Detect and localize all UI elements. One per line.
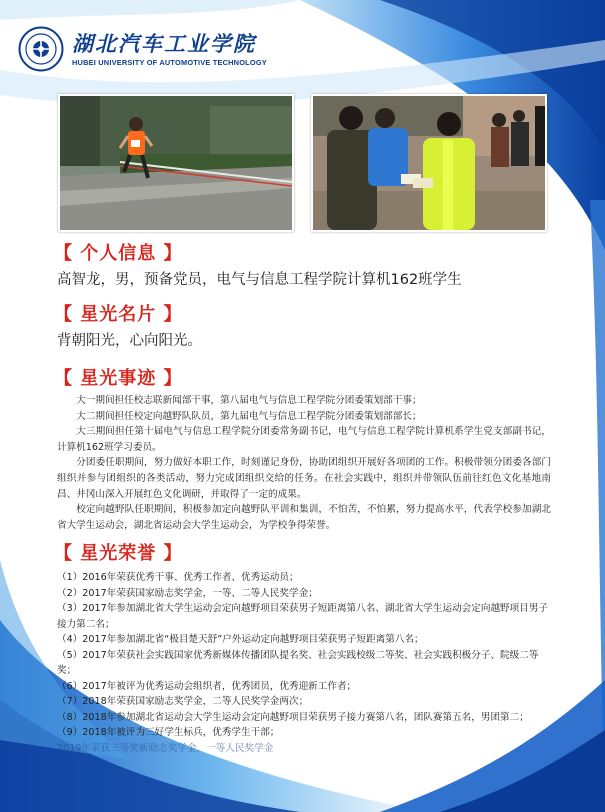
- university-name-cn: 湖北汽车工业学院: [72, 30, 256, 56]
- photo-runner: [58, 94, 294, 232]
- honor-item: （1）2016年荣获优秀干事、优秀工作者、优秀运动员；: [57, 572, 299, 583]
- section-title-star-honors: 【 星光荣誉 】: [54, 543, 183, 564]
- university-seal-icon: [18, 26, 64, 72]
- deeds-paragraph: 校定向越野队任职期间，积极参加定向越野队平训和集训，不怕苦，不怕累，努力提高水平，代表学校参加湖北省大学生运动会，湖北省运动会大学生运动会，为学校争得荣誉。: [57, 504, 551, 531]
- runner-photo-image: [60, 96, 292, 230]
- section-title-star-card: 【 星光名片 】: [54, 304, 183, 325]
- university-name-en: HUBEI UNIVERSITY OF AUTOMOTIVE TECHNOLOGY: [72, 57, 267, 67]
- award-photo-image: [313, 96, 545, 230]
- section-title-personal-info: 【 个人信息 】: [54, 243, 183, 264]
- honor-item: （2）2017年荣获国家励志奖学金，一等、二等人民奖学金；: [57, 587, 318, 599]
- personal-info-text: 高智龙，男，预备党员，电气与信息工程学院计算机162班学生: [57, 272, 462, 288]
- honor-item: （3）2017年参加湖北省大学生运动会定向越野项目荣获男子短距离第八名、湖北省大学生运动会定向越野项目男子接力第二名；: [57, 603, 549, 630]
- honor-item: （4）2017年参加湖北省“极目楚天舒”户外运动定向越野项目荣获男子短距离第八名；: [57, 634, 424, 645]
- deeds-paragraph: 大二期间担任校定向越野队队员，第九届电气与信息工程学院分团委策划部部长；: [76, 410, 422, 422]
- honor-item: （9）2018年被评为三好学生标兵，优秀学生干部；: [57, 727, 280, 738]
- deeds-paragraph: 大一期间担任校志联新闻部干事，第八届电气与信息工程学院分团委策划部干事；: [76, 395, 422, 406]
- honor-item: （6）2017年被评为优秀运动会组织者，优秀团员，优秀迎新工作者；: [57, 680, 357, 692]
- photo-award-ceremony: [311, 94, 547, 232]
- deeds-paragraph: 分团委任职期间，努力做好本职工作，时刻谨记身份，协助团组织开展好各项团的工作。积极带领分团委各部门组织并参与团组织的各类活动，努力完成团组织交给的任务。在社会实践中，组织并带领队伍前往红色文化基地南昌、井冈山深入开展红色文化调研，并取得了一定的成果。: [57, 457, 551, 500]
- star-card-motto: 背朝阳光，心向阳光。: [57, 333, 202, 349]
- honors-list: [57, 570, 551, 756]
- honor-item: （8）2018年参加湖北省运动会大学生运动会定向越野项目荣获男子接力赛第八名，团队赛第五名，男团第二；: [57, 711, 529, 723]
- honor-item: （5）2017年荣获社会实践国家优秀新媒体传播团队提名奖、社会实践校级二等奖、社会实践积极分子、院级二等奖；: [57, 649, 539, 676]
- university-logo: [18, 26, 267, 72]
- honor-item: 2019年荣获三等奖新励志奖学金，一等人民奖学金: [57, 742, 274, 754]
- deeds-paragraph: 大三期间担任第十届电气与信息工程学院分团委常务副书记，电气与信息工程学院计算机系学生党支部副书记，计算机162班学习委员。: [57, 426, 551, 453]
- section-title-star-deeds: 【 星光事迹 】: [54, 368, 183, 389]
- deeds-paragraphs: [57, 393, 551, 533]
- honor-item: （7）2018年荣获国家励志奖学金，二等人民奖学金两次；: [57, 696, 309, 707]
